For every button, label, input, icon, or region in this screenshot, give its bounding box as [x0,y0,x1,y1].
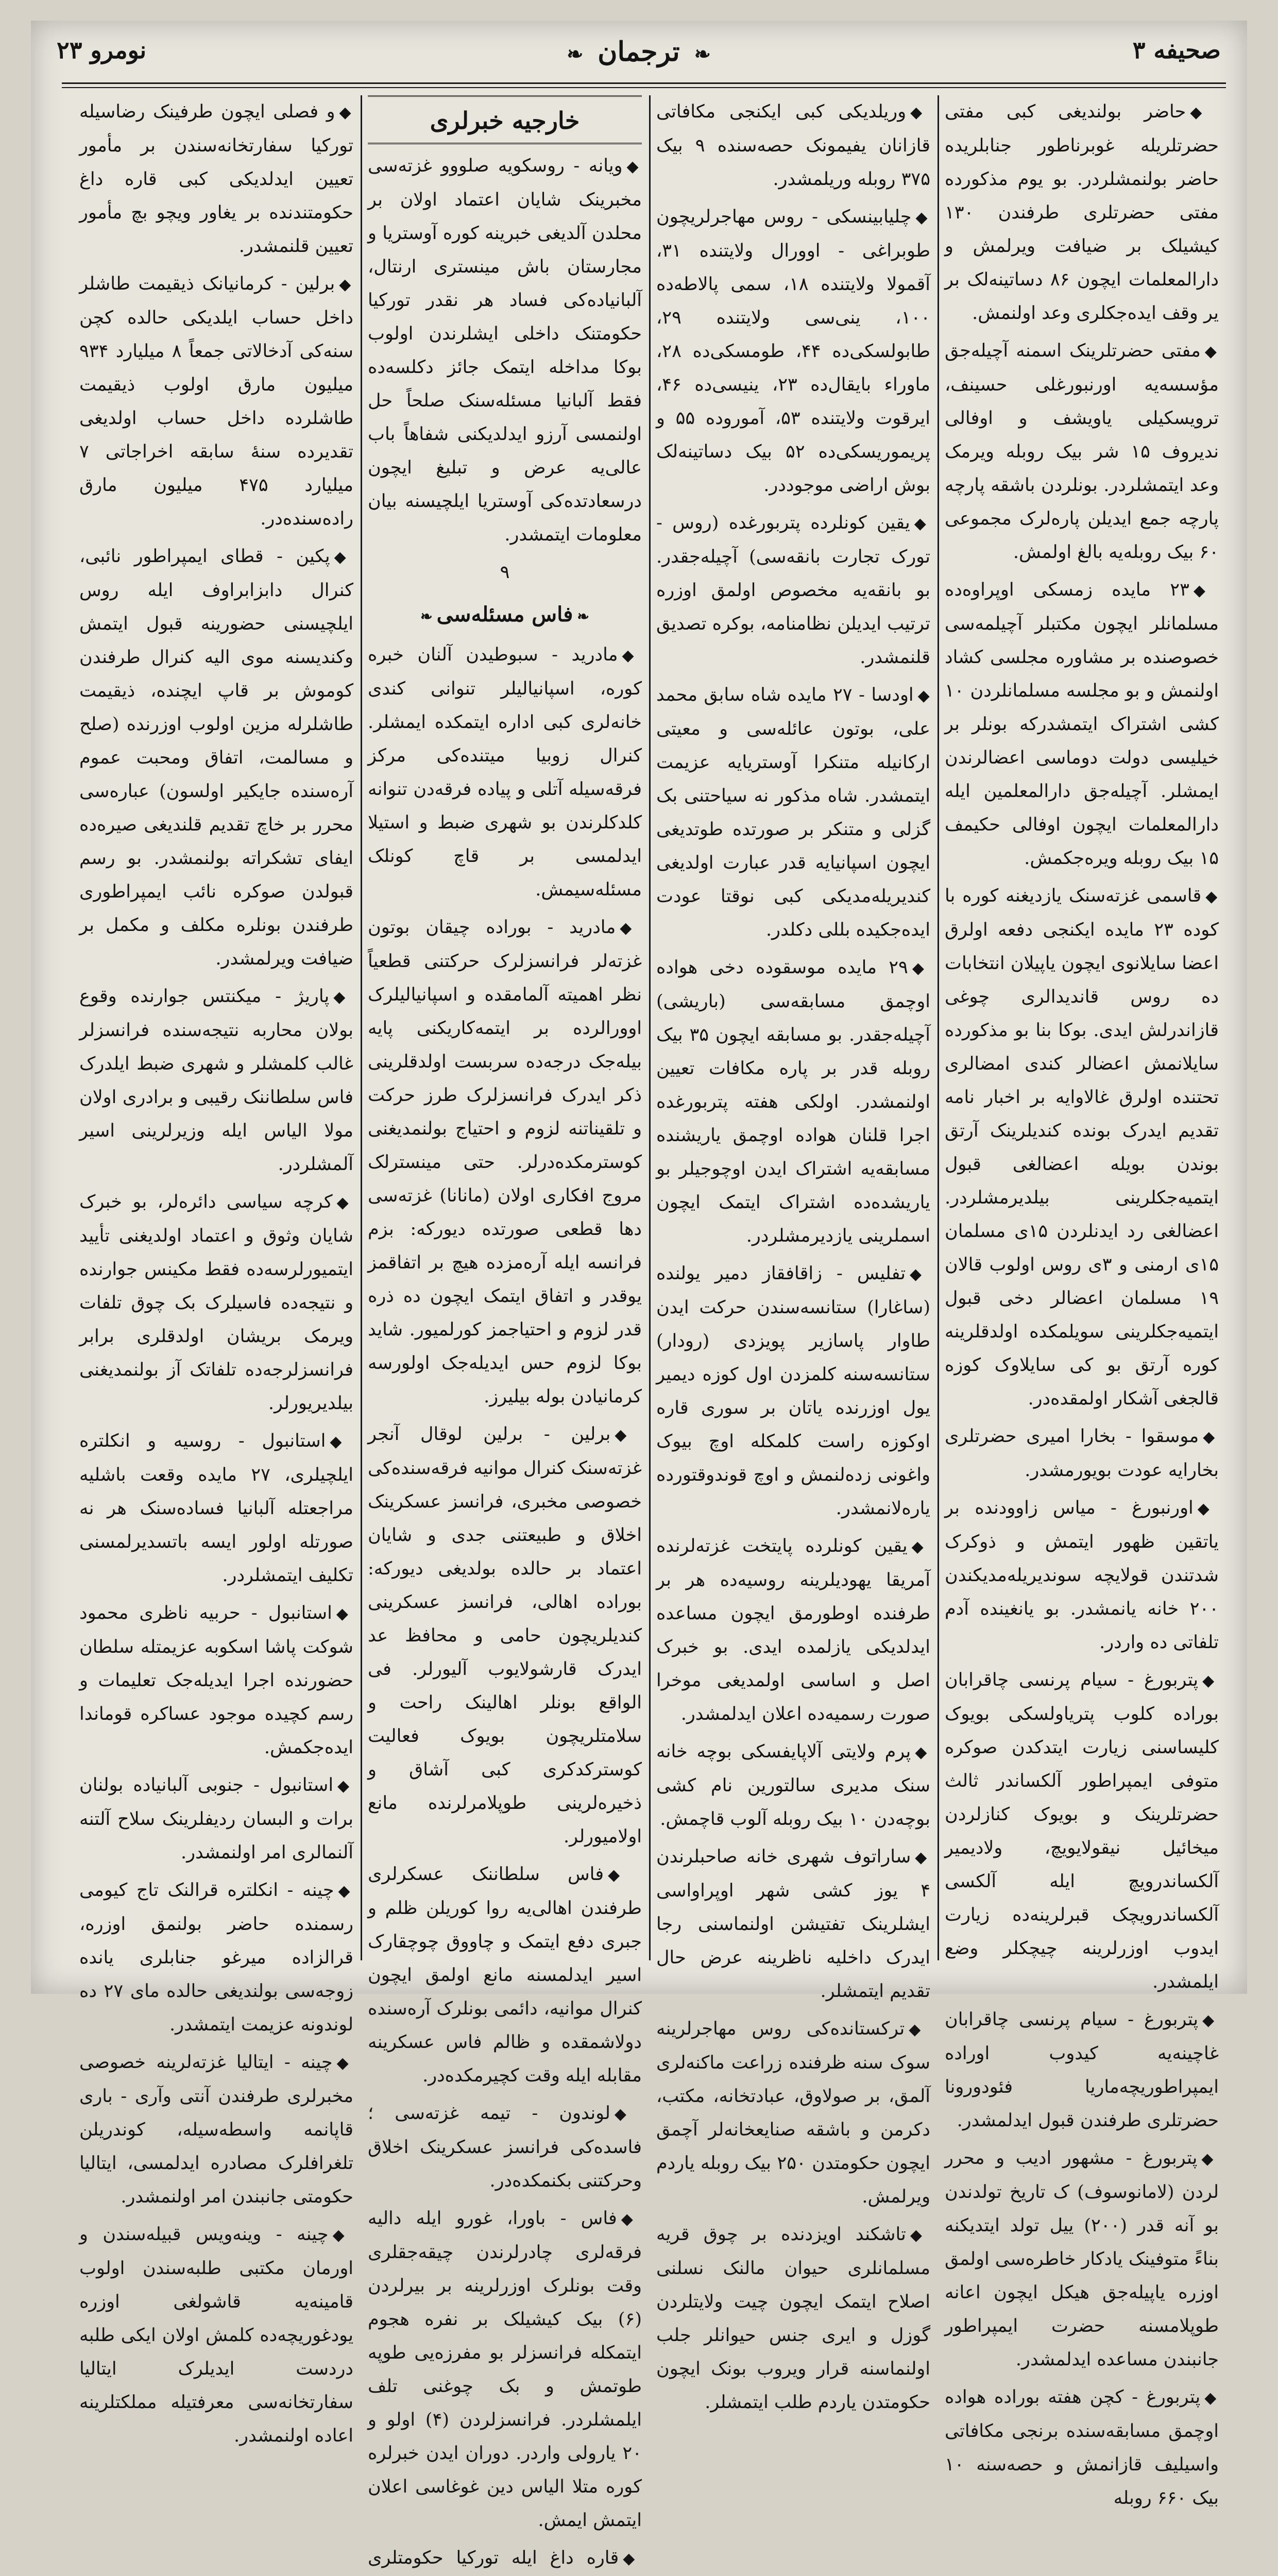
news-article [368,2097,642,2198]
article-text: تفلیس - زاقافقاز دمیر یولنده (ساغارا) ستانسه‌سندن حرکت ایدن طاوار پاسازیر پویزدی (رودار) ستانسه‌سنه کلمزدن اول کوزه دیمیر یول اوزرنده یاتان بر سوری قاره اوکوزه راست کلمکله اوچ بیوک واغونی زده‌لنمش و اوچ قوندوقتورده یاره‌لانمشدر. [656,1263,930,1519]
diamond-bullet-icon: ◆ [912,959,930,977]
header-rule [62,82,1226,88]
diamond-bullet-icon: ◆ [1190,104,1219,122]
diamond-bullet-icon: ◆ [620,919,642,937]
diamond-bullet-icon: ◆ [614,2105,642,2123]
news-article [368,2202,642,2537]
diamond-bullet-icon: ◆ [626,158,642,176]
morocco-question-heading [368,598,642,633]
news-article [368,2541,642,2576]
diamond-bullet-icon: ◆ [914,515,930,533]
article-text: پرم ولایتی آلاپایفسکی بوچه خانه سنک مدیری سالتورین نام کشی بوچه‌دن ۱۰ بیک روبله آلوب قاچمش. [656,1741,930,1829]
article-text: پکین - قطای ایمپراطور نائبی، کنرال دابزابراوف ایله روس ایلچیسنی حضورینه قبول ایتمش وکندیسنه موی الیه کنرال طرفندن کوموش بر قاپ ایچنده، ذیقیمت طاشلرله مزین اولوب اوزرنده (صلح و مسالمت، اتفاق ومحبت عموم آره‌سنده جایکیر اولسون) عباره‌سی محرر بر خاچ تقدیم قلندیغی صیره‌ده ایفای تشکراته بولنمشدر. بو رسم قبولدن صوکره نائب ایمپراطوری طرفندن بونلره مکلف و مکمل بر ضیافت ویرلمشدر. [79,546,353,969]
diamond-bullet-icon: ◆ [334,548,353,566]
news-article [656,1840,930,2008]
article-text: قاسمی غزته‌سنک یازدیغنه کوره با کوده ۲۳ مایده ایکنجی دفعه اولرق اعضا سایلانوی ایچون یاپیلان انتخابات ده روس قاندیدالری چوغی قازاندرلش ایدی. بوکا بنا بو مذکورده سایلانمش اعضالر کندی امضالری تحتنده اولرق غالاوایه بر اخبار نامه تقدیم ایدرک بونده کندیلرینک آرتق بوندن بویله اعضالغی قبول ایتمیه‌جکلرینی بیلدیرمشلردر. اعضالغی رد ایدنلردن ۱۵ی مسلمان ۱۵ی ارمنی و ۳ی روس اولوب قالان ۱۹ مسلمان اعضالر دخی قبول ایتمیه‌جکلرینی سویلمکده اولدقلرینه کوره آرتق بو کی سایلاوک کوزه قالجغی آشکار اولمقده‌در. [945,886,1219,1409]
article-text: ۲۹ مایده موسقوده دخی هواده اوچمق مسابقه‌سی (باریشی) آچیله‌جقدر. بو مسابقه ایچون ۳۵ بیک روبله قدر بر پاره مکافات تعیین اولنمشدر. اولکی هفته پتربورغده اجرا قلنان هواده اوچمق یاریشنده مسابقه‌یه اشتراک ایدن اوچوجیلر بو یاریشده‌ده اشتراک ایتمک ایچون اسملرینی یازدیرمشلردر. [656,957,930,1246]
article-text: برلین - کرمانیانک ذیقیمت طاشلر داخل حساب ایلدیکی حالده کچن سنه‌کی آدخالاتی جمعاً ۸ میلیارد ۹۳۴ میلیون مارق اولوب ذیقیمت طاشلرده داخل حساب اولدیغی تقدیرده سنهٔ سابقه اخراجاتی ۷ میلیارد ۴۷۵ میلیون مارق راده‌سنده‌در. [79,274,353,529]
article-text: قاره داغ ایله تورکیا حکومتلری [368,2548,619,2568]
ornament-icon: ❧ [577,608,589,625]
article-text: استانبول - حربیه ناظری محمود شوکت پاشا اسکوبه عزیمتله سلطان حضورنده اجرا ایدیله‌جک تعلیمات و رسم کچیده موجود عساکره قوماندا ایده‌جکمش. [79,1603,353,1758]
diamond-bullet-icon: ◆ [339,104,353,122]
news-article [945,2142,1219,2377]
article-text: کرچه سیاسی دائره‌لر، بو خبرک شایان وثوق و اعتماد اولدیغنی تأیید ایتمیورلرسه‌ده فقط مکینس جوارنده و نتیجه‌ده فاسیلرک بک چوق تلفات ویرمک بریشان اولدقلری برابر فرانسزلرجه‌ده تلفاتک آز بولنمدیغنی بیلدیریورلر. [79,1192,353,1414]
diamond-bullet-icon: ◆ [911,1538,930,1556]
news-article [945,95,1219,330]
article-text: ویانه - روسکویه صلووو غزته‌سی مخبرینک شایان اعتماد اولان بر محلدن آلدیغی خبرینه کوره آوستریا و مجارستان باش مینستری ارنتال، آلبانیاده‌کی فساد هر نقدر تورکیا حکومتنک داخلی ایشلرندن اولوب بوکا مداخله ایتمک جائز دکلسه‌ده فقط آلبانیا مسئله‌سنک صلحاً حل اولنمسی آرزو ایدلدیکنی شفاهاً باب عالی‌یه عرض و تبلیغ ایچون درسعادتده‌کی آوستریا ایلچیسنه بیان معلومات ایتمشدر. [368,156,642,545]
diamond-bullet-icon: ◆ [1203,1428,1219,1446]
article-text: یقین کونلرده پتربورغده (روس - تورک تجارت بانقه‌سی) آچیله‌جقدر. بو بانقه‌یه مخصوص اولمق اوزره ترتیب ایدیلن نظامنامه، بوکره تصدیق قلنمشدر. [656,513,930,668]
article-text: پاریژ - میکنتس جوارنده وقوع بولان محاربه نتیجه‌سنده فرانسزلر غالب کلمشلر و شهری ضبط ایلدرک فاس سلطاننک رقیبی و برادری اولان مولا الیاس ایله وزیرلرینی اسیر آلمشلردر. [79,986,353,1175]
ornament-right-icon: ❧ [694,42,711,65]
diamond-bullet-icon: ◆ [1193,582,1219,600]
news-article [945,1664,1219,1999]
article-text: استانبول - روسیه و انکلتره ایلچیلری، ۲۷ مایده وقعت باشلیه مراجعتله آلبانیا فساده‌سنک هر نه صورتله اولور ایسه باتسدیرلمسنی تکلیف ایتمشلردر. [79,1431,353,1586]
diamond-bullet-icon: ◆ [915,1743,930,1761]
news-article [368,1418,642,1854]
news-article [656,1530,930,1731]
diamond-bullet-icon: ◆ [330,1433,353,1451]
article-text: لوندون - تیمه غزته‌سی ؛ فاسده‌کی فرانسز عسکرینک اخلاق وحرکتنی بکنمکده‌در. [368,2103,642,2191]
column-2 [649,95,938,2413]
news-article [79,1425,353,1592]
diamond-bullet-icon: ◆ [622,647,642,665]
article-text: موسقوا - بخارا امیری حضرتلری بخارایه عودت بویورمشدر. [945,1426,1219,1481]
diamond-bullet-icon: ◆ [615,1426,642,1444]
news-article [656,2218,930,2419]
news-article [945,2003,1219,2138]
article-text: حاضر بولندیغی کبی مفتی حضرتلریله غوبرناطور جنابلریده حاضر بولنمشلردر. بو یوم مذکورده مفتی حضرتلری طرفندن ۱۳۰ کیشیلک بر ضیافت ویرلمش و دارالمعلمات ایچون ۸۶ دساتینه‌لک بر یر وقف ایده‌جکلری وعد اولنمش. [945,101,1219,324]
news-article [79,267,353,536]
column-1 [938,95,1226,2509]
news-article [368,1858,642,2093]
article-text: وریلدیکی کبی ایکنجی مکافاتی قازانان یفیمونک حصه‌سنده ۹ بیک ۳۷۵ روبله وریلمشدر. [656,101,930,190]
diamond-bullet-icon: ◆ [910,104,930,122]
news-article [368,638,642,907]
diamond-bullet-icon: ◆ [336,2054,353,2072]
masthead [561,36,715,67]
article-text: ۲۳ مایده زمسکی اوپراوه‌ده مسلمانلر ایچون مکتبلر آچیلمه‌سی خصوصنده بر مشاوره مجلسی کشاد اولنمش و بو مجلسه مسلمانلردن ۱۰ کشی اشتراک ایتمشدرکه بونلر بر خیلیسی دولت دوماسی اعضالرندن ایمشلر. آچیله‌جق دارالمعلمین ایله دارالمعلمات ایچون اوفالی حکیمف ۱۵ بیک روبله ویره‌جکمش. [945,580,1219,869]
diamond-bullet-icon: ◆ [915,1849,930,1867]
article-text: پتربورغ - کچن هفته بوراده هواده اوچمق مسابقه‌سنده برنجی مکافاتی واسیلیف قازانمش و حصه‌سنه ۱۰ بیک ۶۶۰ روبله [945,2387,1219,2509]
article-text: چینه - وینه‌ویس قبیله‌سندن و اورمان مکتبی طلبه‌سندن اولوب قامینه‌یه قاشولغی اوزره یودغوریچه‌ده کلمش اولان ایکی طلبه دردست ایدیلرک ایتالیا سفارتخانه‌سی معرفتیله مملکتلرینه اعاده اولنمشدر. [79,2224,353,2446]
diamond-bullet-icon: ◆ [337,1777,353,1795]
page-number-label: صحیفه ۳ [1132,36,1221,64]
diamond-bullet-icon: ◆ [1204,343,1219,361]
article-text: تاشکند اویزدنده بر چوق قریه مسلمانلری حیوان مالنک نسلنی اصلاح ایتمک ایچون چیت ولایتلردن گوزل و ایری جنس حیوانلر جلب اولنماسنه قرار ویروب بونک ایچون حکومتدن یاردم طلب ایتمشلر. [656,2224,930,2413]
diamond-bullet-icon: ◆ [332,2226,354,2244]
masthead-title: ترجمان [598,36,680,67]
news-article [368,149,642,552]
diamond-bullet-icon: ◆ [917,687,931,705]
foreign-news-heading: خارجیه خبرلری [368,95,642,144]
diamond-bullet-icon: ◆ [623,2550,642,2568]
article-text: مادرید - سبوطیدن آلنان خبره کوره، اسپانیالیلر تنوانی کندی خانه‌لری کبی اداره ایتمکده ایمشلر. کنرال زوبیا میتنده‌کی مرکز فرقه‌سیله آتلی و پیاده فرقه‌دن تنوانه کلدکلرندن بو شهری ضبط و استیلا ایدلمسی بر قاچ کونلک مسئله‌سیمش. [368,645,642,900]
news-article [945,573,1219,875]
article-text: اودسا - ۲۷ مایده شاه سابق محمد علی، بوتون عائله‌سی و معیتی ارکانیله متنکرا آوستریایه عزیمت ایتمشدر. شاه مذکور نه سیاحتنی بک گزلی و متنکر بر صورتده طوتدیغی ایچون اسپانیایه قدر عبارت اولدیغی کندیریله‌مدیکی کبی نوقتا عودت ایده‌جکیده بللی دکلدر. [656,685,930,940]
ornament-left-icon: ❧ [567,42,584,65]
diamond-bullet-icon: ◆ [608,1866,642,1884]
news-article [945,2381,1219,2515]
news-article [79,540,353,976]
news-article [79,1597,353,1765]
news-article [945,1492,1219,1659]
diamond-bullet-icon: ◆ [621,2210,642,2228]
news-article [945,334,1219,569]
article-text: اورنبورغ - میاس زاوودنده بر یاتقین ظهور ایتمش و ذوکرک شدتندن قولایچه سوندیریله‌مدیکندن ۲۰۰ خانه یانمشدر. بو یانغینده آدم تلفاتی ده واردر. [945,1498,1219,1653]
column-4 [72,95,361,2446]
news-article [79,980,353,1181]
news-article [79,1185,353,1420]
article-text: ترکستانده‌کی روس مهاجرلرینه سوک سنه ظرفنده زراعت ماکنه‌لری آلمق، بر صولاوق، عبادتخانه، مکتب، دکرمن و باشقه صنایعخانه‌لر آچمق ایچون حکومتدن ۲۵۰ بیک روبله یاردم ویرلمش. [656,2019,930,2207]
diamond-bullet-icon: ◆ [910,1265,930,1283]
article-text: مفتی حضرتلرینک اسمنه آچیله‌جق مؤسسه‌یه اورنبورغلی حسینف، ترویسکیلی یاویشف و اوفالی ندیروف ۱۵ شر بیک روبله ویرمک وعد ایتمشلردر. بونلردن باشقه پارچه پارچه جمع ایدیلن پاره‌لرک مجموعی ۶۰ بیک روبله‌یه بالغ اولمش. [945,341,1219,563]
diamond-bullet-icon: ◆ [333,988,353,1006]
diamond-bullet-icon: ◆ [1201,2150,1219,2168]
news-article [79,2046,353,2214]
article-text: ساراتوف شهری خانه صاحبلرندن ۴ یوز کشی شهر اوپراواسی ایشلرینک تفتیشن اولنماسنی رجا ایدرک داخلیه ناظرینه عرض حال تقدیم ایتمشلر. [656,1846,930,2002]
article-text: یقین کونلرده پایتخت غزته‌لرنده آمریقا یهودیلرینه روسیه‌ده هر بر طرفنده اوطورمق ایچون مساعده ایدلدیکی یازلمده ایدی. بو خبرک اصل و اساسی اولمدیغی موخرا صورت رسمیه‌ده اعلان ایدلمشدر. [656,1536,930,1724]
columns-container [72,95,1226,2568]
diamond-bullet-icon: ◆ [1197,1500,1219,1518]
news-article [656,1735,930,1836]
ornament-icon: ❧ [420,608,433,625]
news-article [368,911,642,1414]
article-text: پتربورغ - سیام پرنسی چاقرابان بوراده کلوب پتریاولسکی بویوک کلیساسنی زیارت ایتدکدن صوکره متوفی ایمپراطور آلکساندر ثالث حضرتلرینک و بویوک کنازلردن میخائیل نیقولایویچ، ولادیمیر آلکساندرویچ ایله آلکسی آلکساندرویچک قبرلرینه‌ده زیارت ایدوب اوزرلرینه چیچکلر وضع ایلمشدر. [945,1670,1219,1992]
diamond-bullet-icon: ◆ [910,2226,930,2244]
article-text: فاس سلطاننک عسکرلری طرفندن اهالی‌یه روا کوریلن ظلم و جبری دفع ایتمک و چاووق چوچقارک اسیر ایدلمسنه مانع اولمق ایچون کنرال موانیه، دائمی بونلرک آره‌سنده دولاشمقده و ظالم فاس عسکرینه مقابله ایله وقت کچیرمکده‌در. [368,1864,642,2086]
news-article [79,1874,353,2042]
article-text: و فصلی ایچون طرفینک رضاسیله تورکیا سفارتخانه‌سندن بر مأمور تعیین ایدلدیکی کبی قاره داغ حکومتندنده بر یغاور ویچو بچ مأمور تعیین قلنمشدر. [79,101,353,257]
news-article [656,951,930,1253]
diamond-bullet-icon: ◆ [1202,1672,1219,1690]
number-mark: ۹ [500,562,510,583]
article-text: پتربورغ - مشهور ادیب و محرر لردن (لامانوسوف) ک تاریخ تولدندن بو آنه قدر (۲۰۰) ییل تولد ایتدیکنه بناءً متوفینک یادکار خاطره‌سی اولمق اوزره یاپیله‌جق هیکل ایچون اعانه طوپلامسنه حضرت ایمپراطور جانبندن مساعده ایدلمشدر. [945,2148,1219,2370]
article-text: مادرید - بوراده چیقان بوتون غزته‌لر فرانسزلرک حرکتنی قطعیاً نظر اهمیته آلمامقده و اسپانیالیلرک اوورالرده بر ایتمه‌کاریکنی پایه بیله‌جک درجه‌ده سربست اولدقلرینی ذکر ایدرک فرانسزلرک طرز حرکت و تلقیناتنه لزوم و احتیاج بولنمدیغنی کوسترمکده‌درلر. حتی مینسترلک مروج افکاری اولان (مانانا) غزته‌سی دها قطعی صورتده دیورکه: بزم فرانسه ایله آره‌مزده هیچ بر اتفاقمز یوقدر و اتفاق ایتمک ایچون ده ذره قدر لزوم و احتیاجمز کورلمیور. شاید بوکا لزوم حس ایدیله‌جک اولورسه کرمانیادن بوله بیلیرز. [368,917,642,1407]
news-article [656,95,930,196]
article-text: برلین - برلین لوقال آنجر غزته‌سنک کنرال موانیه فرقه‌سنده‌کی خصوصی مخبری، فرانسز عسکرینک اخلاق و طبیعتنی جدی و شایان اعتماد بر حالده بولدیغی دیورکه: بوراده اهالی، فرانسز عسکرینی کندیلریچون حامی و محافظ عد ایدرک قارشولایوب آلیورلر. فی الواقع بونلر اهالینک راحت و سلامتلریچون بویوک فعالیت کوسترکدکری کبی آشاق و ذخیره‌لرینی طوپلامرلرنده مانع اولامیورلر. [368,1424,642,1847]
article-text: چینه - ایتالیا غزته‌لرینه خصوصی مخبرلری طرفندن آنتی وآری - باری قاپانمه واسطه‌سیله، کوندریلن تلغرافلرک مصادره ایدلمسی، ایتالیا حکومتی جانبندن امر اولنمشدر. [79,2052,353,2207]
diamond-bullet-icon: ◆ [909,2021,930,2039]
news-article [656,1257,930,1526]
diamond-bullet-icon: ◆ [338,1882,353,1900]
news-article [945,1420,1219,1487]
news-article [656,506,930,674]
article-text: پتربورغ - سیام پرنسی چاقرابان غاچینه‌یه کیدوب اوراده ایمپراطوریچه‌ماریا فئودورونا حضرتلری طرفندن قبول ایدلمشدر. [945,2009,1219,2131]
diamond-bullet-icon: ◆ [336,1194,353,1212]
article-text: چلیابینسکی - روس مهاجرلریچون طوبراغی - اوورال ولایتنده ۳۱، آقمولا ولایتنده ۱۸، سمی پالاطه‌ده ۱۰۰، ینی‌سی ولایتنده ۲۹، طابولسکی‌ده ۴۴، طومسکی‌ده ۲۸، ماوراء بایقال‌ده ۲۳، ینیسی‌ده ۴۶، ایرقوت ولایتنده ۵۳، آموروده ۵۵ و پریموریسکی‌ده ۵۲ بیک دساتینه‌لک بوش اراضی موجوددر. [656,207,931,496]
issue-number: نومرو ۲۳ [57,36,147,64]
section-subtitle: فاس مسئله‌سی [436,602,573,626]
news-article [79,2218,353,2453]
news-article [79,1769,353,1870]
article-text: استانبول - جنوبی آلبانیاده بولنان برات و البسان ردیفلرینک سلاح آلتنه آلنمالری امر اولنمشدر. [79,1775,353,1863]
diamond-bullet-icon: ◆ [1205,888,1219,906]
diamond-bullet-icon: ◆ [1202,2011,1219,2029]
page-header [46,31,1231,88]
diamond-bullet-icon: ◆ [915,209,930,227]
diamond-bullet-icon: ◆ [336,1605,353,1623]
column-3 [361,95,649,2568]
diamond-bullet-icon: ◆ [339,276,353,294]
news-article [656,200,930,502]
news-article [79,95,353,263]
article-text: فاس - باورا، غورو ایله دالیه فرقه‌لری چادرلرندن چیقه‌جقلری وقت بونلرک اوزرلرینه بر بیرلردن (۶) بیک کیشیلک بر نفره هجوم ایتمکله فرانسزلر بو مفرزه‌یی طوپه طوتمش و بک چوغنی تلف ایلمشلردر. فرانسزلردن (۴) اولو و ۲۰ یارولی واردر. دوران ایدن خبرلره کوره متلا الیاس دین غوغاسی اعلان ایتمش ایمش. [368,2208,642,2531]
news-article [945,879,1219,1416]
news-article [656,679,930,947]
article-text: چینه - انکلتره قرالنک تاج کیومی رسمنده حاضر بولنمق اوزره، قرالزاده میرغو جنابلری یانده زوجه‌سی بولندیغی حالده مای ۲۷ ده لوندونه عزیمت ایتمشدر. [79,1880,353,2035]
news-article [656,2012,930,2214]
diamond-bullet-icon: ◆ [1204,2389,1219,2407]
